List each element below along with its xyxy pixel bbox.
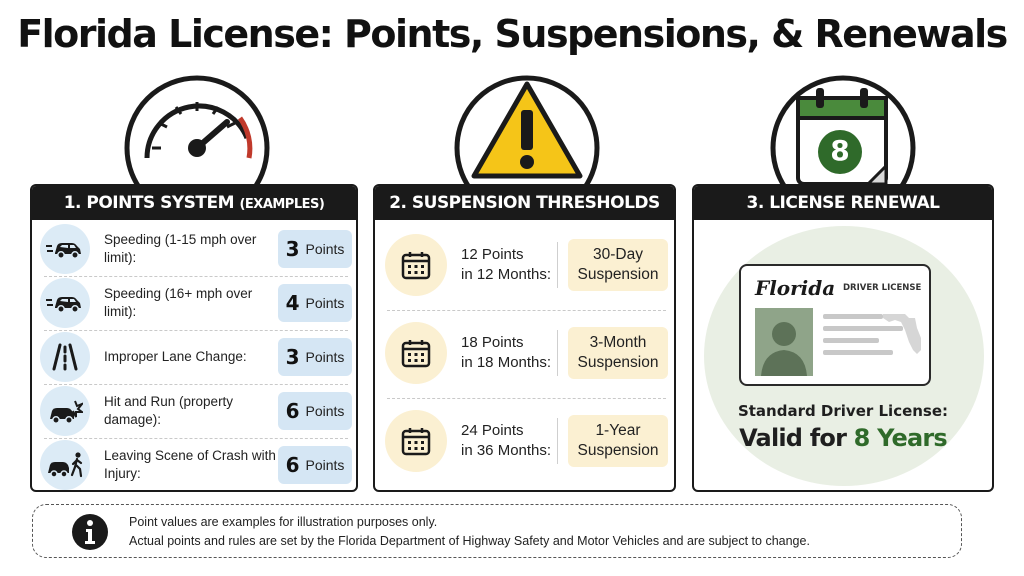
points-row-label: Leaving Scene of Crash with Injury: bbox=[104, 448, 276, 481]
license-text-line bbox=[823, 338, 879, 343]
suspension-duration: 1-Year bbox=[595, 422, 641, 439]
points-value: 6 bbox=[285, 399, 300, 423]
speedometer-icon bbox=[112, 70, 282, 190]
points-unit: Points bbox=[305, 349, 345, 365]
suspension-row bbox=[385, 408, 668, 474]
car-crash-icon bbox=[40, 386, 90, 436]
points-row-label: Hit and Run (property damage): bbox=[104, 394, 234, 427]
points-row bbox=[40, 278, 352, 328]
info-icon bbox=[71, 513, 109, 556]
row-divider bbox=[44, 330, 348, 331]
suspension-duration: 3-Month bbox=[589, 334, 647, 351]
calendar-icon bbox=[385, 410, 447, 472]
renewal-validity bbox=[694, 424, 992, 452]
points-header-main: 1. POINTS SYSTEM bbox=[63, 193, 235, 213]
row-separator bbox=[557, 242, 558, 288]
disclaimer-box bbox=[32, 504, 962, 558]
points-row bbox=[40, 224, 352, 274]
suspension-result-label: Suspension bbox=[577, 442, 659, 459]
suspension-duration: 30-Day bbox=[593, 246, 643, 263]
calendar-icon bbox=[385, 322, 447, 384]
points-row bbox=[40, 332, 352, 382]
suspension-result-label: Suspension bbox=[577, 266, 659, 283]
points-unit: Points bbox=[305, 295, 345, 311]
row-separator bbox=[557, 418, 558, 464]
points-value: 6 bbox=[285, 453, 300, 477]
suspension-points: 12 Points bbox=[461, 246, 524, 263]
suspension-condition bbox=[447, 245, 557, 285]
car-speeding-icon bbox=[40, 278, 90, 328]
warning-triangle-icon bbox=[452, 70, 602, 190]
points-row-label: Speeding (16+ mph over limit): bbox=[104, 286, 253, 319]
page-title: Florida License: Points, Suspensions, & Renewals bbox=[17, 12, 1007, 56]
renewal-panel-header: 3. LICENSE RENEWAL bbox=[694, 186, 992, 220]
suspension-row bbox=[385, 320, 668, 386]
points-unit: Points bbox=[305, 403, 345, 419]
suspension-panel-header: 2. SUSPENSION THRESHOLDS bbox=[375, 186, 674, 220]
suspension-thresholds-panel bbox=[373, 184, 676, 492]
points-badge bbox=[278, 284, 352, 322]
points-badge bbox=[278, 338, 352, 376]
points-row-label: Improper Lane Change: bbox=[104, 349, 247, 364]
points-unit: Points bbox=[305, 457, 345, 473]
suspension-result-badge bbox=[568, 239, 668, 291]
suspension-period: in 18 Months: bbox=[461, 354, 552, 371]
points-header-small: (EXAMPLES) bbox=[239, 197, 325, 212]
license-photo bbox=[755, 308, 813, 376]
points-value: 3 bbox=[285, 237, 300, 261]
points-value: 3 bbox=[285, 345, 300, 369]
calendar-number: 8 bbox=[830, 134, 850, 167]
disclaimer-line-2: Actual points and rules are set by the Florida Department of Highway Safety and Motor Vehicles and are subject to change. bbox=[129, 534, 810, 548]
suspension-result-badge bbox=[568, 327, 668, 379]
points-row-label: Speeding (1-15 mph over limit): bbox=[104, 232, 257, 265]
license-text-line bbox=[823, 314, 883, 319]
row-separator bbox=[557, 330, 558, 376]
license-renewal-panel bbox=[692, 184, 994, 492]
license-type: DRIVER LICENSE bbox=[843, 283, 922, 293]
lane-change-icon bbox=[40, 332, 90, 382]
car-speeding-icon bbox=[40, 224, 90, 274]
calendar-icon bbox=[385, 234, 447, 296]
suspension-period: in 12 Months: bbox=[461, 266, 552, 283]
points-badge bbox=[278, 230, 352, 268]
points-system-panel bbox=[30, 184, 358, 492]
driver-license-card bbox=[739, 264, 931, 386]
points-panel-header bbox=[32, 186, 356, 220]
suspension-result-badge bbox=[568, 415, 668, 467]
points-unit: Points bbox=[305, 241, 345, 257]
disclaimer-line-1: Point values are examples for illustration purposes only. bbox=[129, 515, 438, 529]
points-badge bbox=[278, 392, 352, 430]
points-badge bbox=[278, 446, 352, 484]
suspension-condition bbox=[447, 333, 557, 373]
calendar-icon bbox=[768, 70, 918, 190]
suspension-row bbox=[385, 232, 668, 298]
florida-map-icon bbox=[881, 308, 925, 363]
points-row bbox=[40, 386, 352, 436]
car-pedestrian-icon bbox=[40, 440, 90, 490]
row-divider bbox=[44, 438, 348, 439]
suspension-points: 24 Points bbox=[461, 422, 524, 439]
renewal-valid-years: 8 Years bbox=[853, 424, 947, 452]
row-divider bbox=[387, 398, 666, 399]
disclaimer-text bbox=[129, 513, 810, 551]
suspension-result-label: Suspension bbox=[577, 354, 659, 371]
suspension-period: in 36 Months: bbox=[461, 442, 552, 459]
suspension-points: 18 Points bbox=[461, 334, 524, 351]
points-value: 4 bbox=[285, 291, 300, 315]
row-divider bbox=[44, 384, 348, 385]
points-row bbox=[40, 440, 352, 490]
renewal-valid-prefix: Valid for bbox=[739, 424, 847, 452]
row-divider bbox=[387, 310, 666, 311]
license-state: Florida bbox=[755, 276, 836, 300]
renewal-subtitle: Standard Driver License: bbox=[737, 402, 949, 420]
suspension-condition bbox=[447, 421, 557, 461]
row-divider bbox=[44, 276, 348, 277]
